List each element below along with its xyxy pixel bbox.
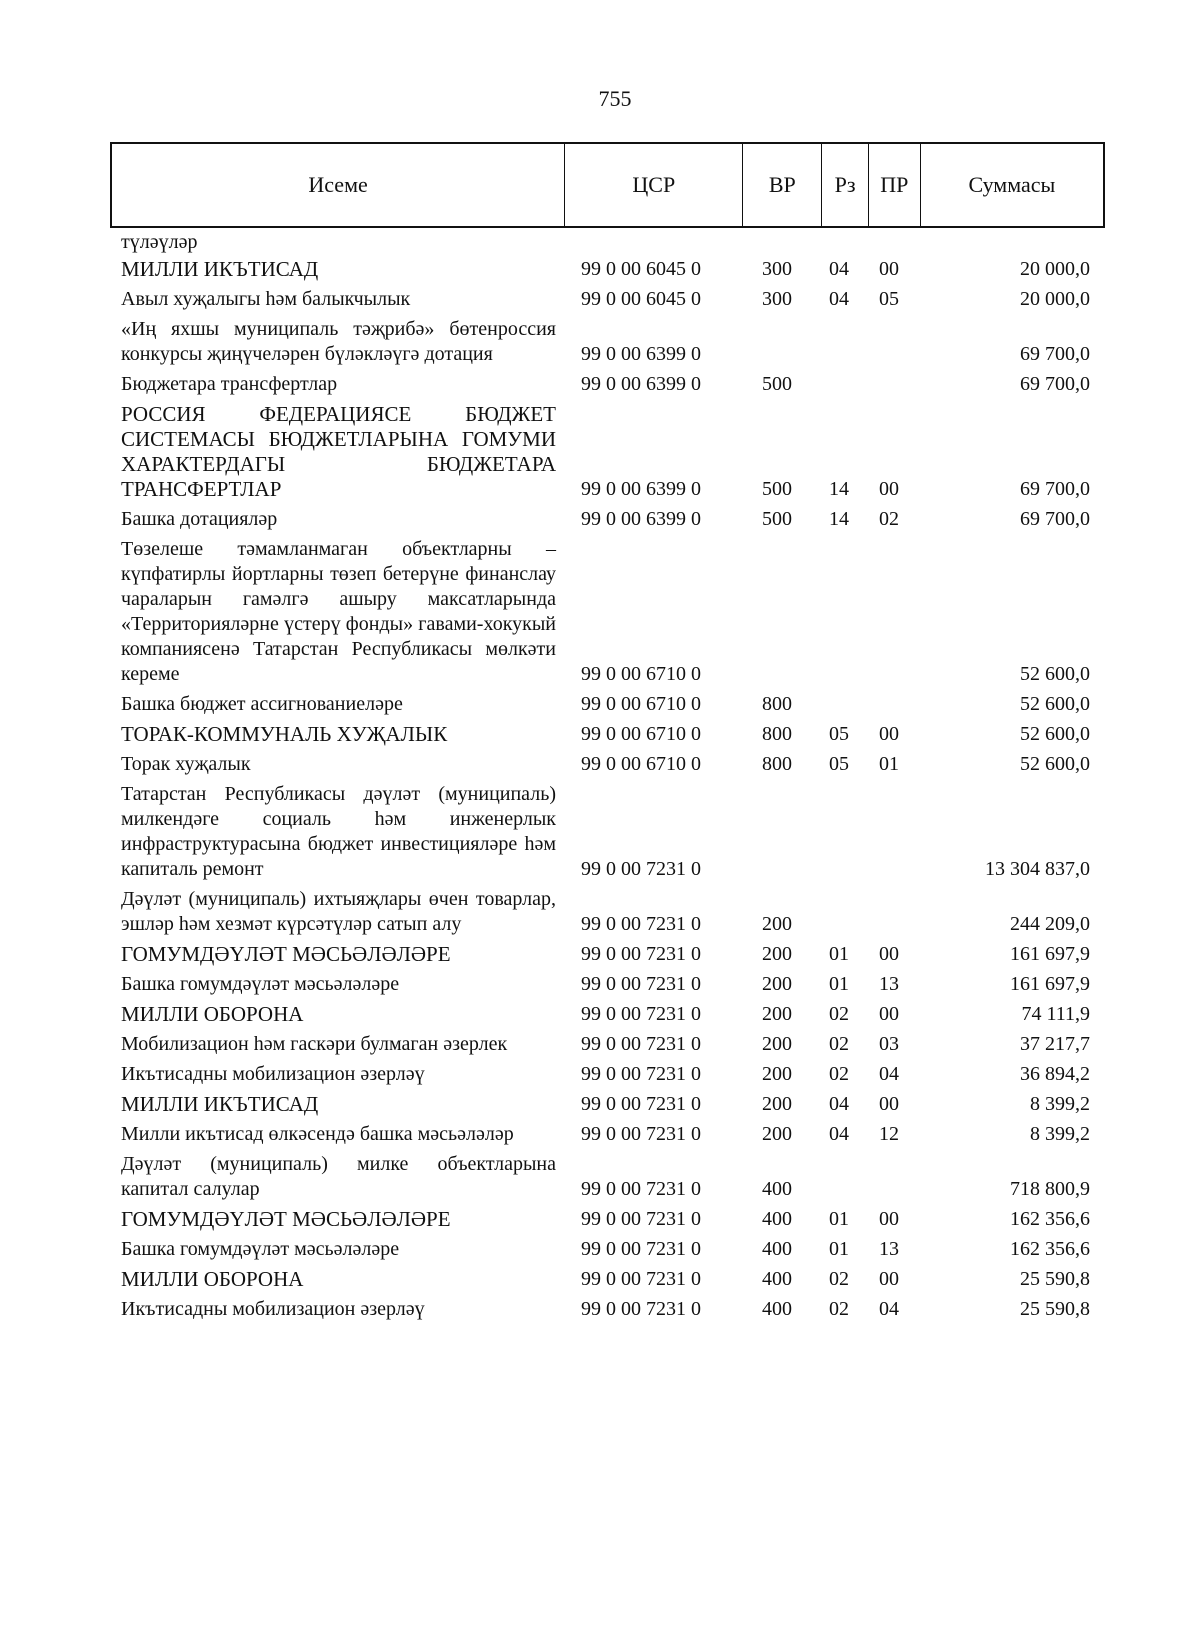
row-rz: 14 (829, 478, 849, 500)
row-csr: 99 0 00 7231 0 (581, 973, 701, 995)
row-csr: 99 0 00 6045 0 (581, 258, 701, 280)
row-vr: 200 (762, 973, 792, 995)
row-name: МИЛЛИ ОБОРОНА (121, 1002, 304, 1026)
row-sum: 244 209,0 (1010, 913, 1090, 935)
row-pr: 12 (879, 1123, 899, 1145)
row-rz: 01 (829, 973, 849, 995)
table-row (121, 257, 1105, 282)
row-rz: 05 (829, 723, 849, 745)
row-pr: 00 (879, 1208, 899, 1230)
row-sum: 69 700,0 (1020, 508, 1090, 530)
row-sum: 52 600,0 (1020, 693, 1090, 715)
row-rz: 04 (829, 1093, 849, 1115)
row-name: МИЛЛИ ИКЪТИСАД (121, 1092, 319, 1116)
row-vr: 200 (762, 1063, 792, 1085)
row-sum: 13 304 837,0 (985, 858, 1090, 880)
header-csr: ЦСР (565, 144, 743, 226)
row-name: Башка гомумдәүләт мәсьәләләре (121, 1238, 400, 1260)
table-row (121, 1032, 1105, 1057)
row-sum: 8 399,2 (1030, 1093, 1090, 1115)
row-sum: 52 600,0 (1020, 723, 1090, 745)
row-sum: 25 590,8 (1020, 1298, 1090, 1320)
row-csr: 99 0 00 6399 0 (581, 508, 701, 530)
row-sum: 69 700,0 (1020, 373, 1090, 395)
header-name: Исеме (112, 144, 565, 226)
row-pr: 00 (879, 943, 899, 965)
row-name: түләүләр (121, 231, 198, 253)
row-sum: 52 600,0 (1020, 663, 1090, 685)
row-csr: 99 0 00 7231 0 (581, 1063, 701, 1085)
table-row (121, 230, 1105, 255)
row-vr: 800 (762, 723, 792, 745)
row-name: ТОРАК-КОММУНАЛЬ ХУҖАЛЫК (121, 722, 448, 746)
row-name: ГОМУМДӘҮЛӘТ МӘСЬӘЛӘЛӘРЕ (121, 942, 451, 966)
row-rz: 14 (829, 508, 849, 530)
table-row (121, 722, 1105, 747)
row-name: Төзелеше тәмамланмаган объектларны – күпфатирлы йортларны төзеп бетерүне финанслау чараларын гамәлгә ашыру максатларында «Территорияләрне үстерү фонды» гавами-хокукый компаниясенә Татарстан Республикасы мөлкәти кереме (121, 538, 556, 685)
row-sum: 20 000,0 (1020, 288, 1090, 310)
row-sum: 162 356,6 (1010, 1238, 1090, 1260)
row-vr: 200 (762, 1093, 792, 1115)
header-sum: Суммасы (968, 172, 1056, 197)
row-sum: 161 697,9 (1010, 973, 1090, 995)
row-sum: 161 697,9 (1010, 943, 1090, 965)
row-pr: 00 (879, 258, 899, 280)
table-row (121, 537, 1105, 687)
row-rz: 02 (829, 1033, 849, 1055)
table-row (121, 942, 1105, 967)
row-csr: 99 0 00 7231 0 (581, 1298, 701, 1320)
row-name: Мобилизацион һәм гаскәри булмаган әзерлек (121, 1033, 508, 1055)
row-name: МИЛЛИ ОБОРОНА (121, 1267, 304, 1291)
row-pr: 00 (879, 478, 899, 500)
row-name: Милли икътисад өлкәсендә башка мәсьәләләр (121, 1123, 514, 1145)
row-csr: 99 0 00 6045 0 (581, 288, 701, 310)
row-csr: 99 0 00 7231 0 (581, 943, 701, 965)
row-sum: 36 894,2 (1020, 1063, 1090, 1085)
row-pr: 00 (879, 1093, 899, 1115)
row-rz: 02 (829, 1063, 849, 1085)
table-row (121, 402, 1105, 502)
table-row (121, 1207, 1105, 1232)
row-vr: 300 (762, 258, 792, 280)
row-sum: 74 111,9 (1021, 1003, 1090, 1025)
row-vr: 200 (762, 913, 792, 935)
table-row (121, 372, 1105, 397)
table-row (121, 507, 1105, 532)
table-row (121, 1122, 1105, 1147)
row-vr: 400 (762, 1268, 792, 1290)
row-rz: 01 (829, 943, 849, 965)
table-row (121, 1152, 1105, 1202)
row-vr: 500 (762, 508, 792, 530)
row-vr: 400 (762, 1208, 792, 1230)
row-vr: 400 (762, 1298, 792, 1320)
row-sum: 162 356,6 (1010, 1208, 1090, 1230)
row-name: Татарстан Республикасы дәүләт (муниципаль) милкендәге социаль һәм инженерлык инфраструктурасына бюджет инвестицияләре һәм капиталь ремонт (121, 783, 556, 880)
row-vr: 500 (762, 373, 792, 395)
row-csr: 99 0 00 7231 0 (581, 1238, 701, 1260)
row-csr: 99 0 00 6399 0 (581, 343, 701, 365)
row-sum: 718 800,9 (1010, 1178, 1090, 1200)
row-csr: 99 0 00 7231 0 (581, 1178, 701, 1200)
table-row (121, 317, 1105, 367)
row-sum: 37 217,7 (1020, 1033, 1090, 1055)
row-vr: 400 (762, 1238, 792, 1260)
row-csr: 99 0 00 7231 0 (581, 1268, 701, 1290)
row-pr: 00 (879, 1003, 899, 1025)
page-number: 755 (598, 86, 632, 111)
row-name: Дәүләт (муниципаль) ихтыяҗлары өчен товарлар, эшләр һәм хезмәт күрсәтүләр сатып алу (121, 888, 556, 935)
table-row (121, 752, 1105, 777)
row-vr: 200 (762, 1123, 792, 1145)
row-name: Икътисадны мобилизацион әзерләү (121, 1298, 425, 1320)
row-sum: 69 700,0 (1020, 343, 1090, 365)
header-pr: ПР (869, 144, 921, 226)
table-row (121, 782, 1105, 882)
row-name: Дәүләт (муниципаль) милке объектларына капитал салулар (121, 1153, 556, 1200)
row-pr: 03 (879, 1033, 899, 1055)
table-row (121, 1092, 1105, 1117)
row-rz: 02 (829, 1003, 849, 1025)
row-csr: 99 0 00 6710 0 (581, 693, 701, 715)
row-rz: 04 (829, 288, 849, 310)
row-rz: 02 (829, 1268, 849, 1290)
row-csr: 99 0 00 6399 0 (581, 478, 701, 500)
row-name: Икътисадны мобилизацион әзерләү (121, 1063, 425, 1085)
row-vr: 200 (762, 1033, 792, 1055)
row-rz: 04 (829, 1123, 849, 1145)
row-name: «Иң яхшы муниципаль тәҗрибә» бөтенроссия конкурсы җиңүчеләрен бүләкләүгә дотация (121, 318, 556, 365)
row-pr: 05 (879, 288, 899, 310)
table-row (121, 887, 1105, 937)
row-csr: 99 0 00 7231 0 (581, 1123, 701, 1145)
row-pr: 04 (879, 1063, 899, 1085)
row-pr: 13 (879, 1238, 899, 1260)
row-name: Башка бюджет ассигнованиеләре (121, 693, 403, 715)
row-pr: 01 (879, 753, 899, 775)
row-pr: 04 (879, 1298, 899, 1320)
row-pr: 00 (879, 723, 899, 745)
row-csr: 99 0 00 6710 0 (581, 753, 701, 775)
row-csr: 99 0 00 6710 0 (581, 663, 701, 685)
row-csr: 99 0 00 7231 0 (581, 913, 701, 935)
row-name: ГОМУМДӘҮЛӘТ МӘСЬӘЛӘЛӘРЕ (121, 1207, 451, 1231)
row-sum: 8 399,2 (1030, 1123, 1090, 1145)
table-row (121, 692, 1105, 717)
row-rz: 05 (829, 753, 849, 775)
row-pr: 00 (879, 1268, 899, 1290)
row-csr: 99 0 00 7231 0 (581, 1033, 701, 1055)
row-sum: 20 000,0 (1020, 258, 1090, 280)
table-row (121, 1297, 1105, 1322)
row-rz: 02 (829, 1298, 849, 1320)
row-csr: 99 0 00 7231 0 (581, 1208, 701, 1230)
row-pr: 13 (879, 973, 899, 995)
row-csr: 99 0 00 7231 0 (581, 858, 701, 880)
row-name: МИЛЛИ ИКЪТИСАД (121, 257, 319, 281)
row-vr: 500 (762, 478, 792, 500)
row-csr: 99 0 00 6399 0 (581, 373, 701, 395)
row-vr: 400 (762, 1178, 792, 1200)
row-name: Бюджетара трансфертлар (121, 373, 338, 395)
row-name: Башка дотацияләр (121, 508, 278, 530)
row-vr: 200 (762, 1003, 792, 1025)
row-name: Башка гомумдәүләт мәсьәләләре (121, 973, 400, 995)
row-name: РОССИЯ ФЕДЕРАЦИЯСЕ БЮДЖЕТ СИСТЕМАСЫ БЮДЖЕТЛАРЫНА ГОМУМИ ХАРАКТЕРДАГЫ БЮДЖЕТАРА ТРАНСФЕРТЛАР (121, 402, 556, 501)
table-row (121, 1062, 1105, 1087)
table-row (121, 972, 1105, 997)
row-pr: 02 (879, 508, 899, 530)
row-sum: 25 590,8 (1020, 1268, 1090, 1290)
row-vr: 300 (762, 288, 792, 310)
row-sum: 69 700,0 (1020, 478, 1090, 500)
header-rz: Рз (822, 144, 869, 226)
row-vr: 800 (762, 693, 792, 715)
row-rz: 04 (829, 258, 849, 280)
row-rz: 01 (829, 1238, 849, 1260)
row-rz: 01 (829, 1208, 849, 1230)
table-row (121, 1267, 1105, 1292)
row-csr: 99 0 00 6710 0 (581, 723, 701, 745)
table-row (121, 1002, 1105, 1027)
row-name: Авыл хуҗалыгы һәм балыкчылык (121, 288, 411, 310)
row-vr: 200 (762, 943, 792, 965)
row-csr: 99 0 00 7231 0 (581, 1003, 701, 1025)
header-vr: ВР (743, 144, 822, 226)
table-header (110, 142, 1105, 228)
table-row (121, 287, 1105, 312)
row-sum: 52 600,0 (1020, 753, 1090, 775)
row-vr: 800 (762, 753, 792, 775)
row-csr: 99 0 00 7231 0 (581, 1093, 701, 1115)
table-row (121, 1237, 1105, 1262)
table-body (121, 230, 1105, 1327)
row-name: Торак хуҗалык (121, 753, 251, 775)
